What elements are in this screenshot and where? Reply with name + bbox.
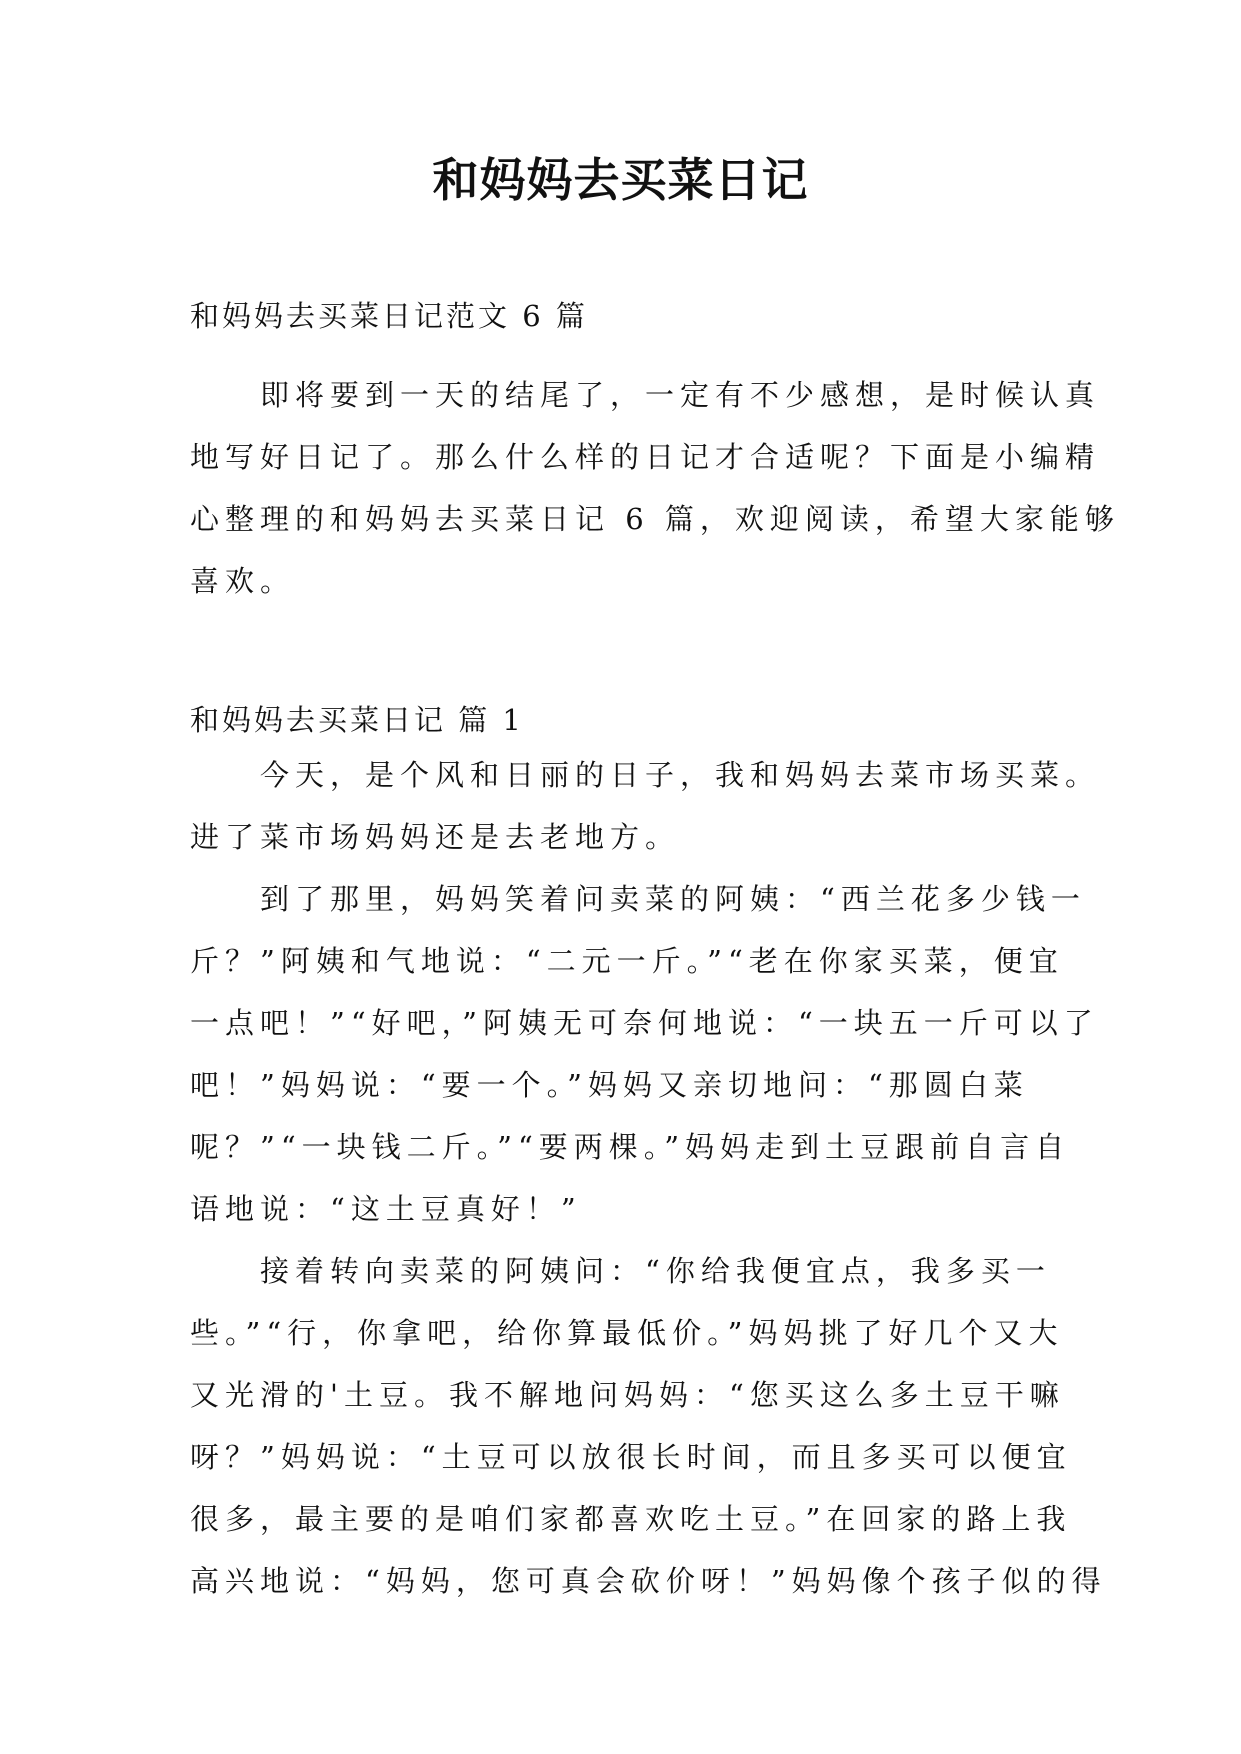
body-paragraph-2 <box>190 868 1099 1240</box>
intro-line: 心整理的和妈妈去买菜日记 6 篇，欢迎阅读，希望大家能够 <box>190 502 1120 536</box>
body-line: 很多，最主要的是咱们家都喜欢吃土豆。”在回家的路上我 <box>190 1502 1072 1536</box>
body-line: 今天，是个风和日丽的日子，我和妈妈去菜市场买菜。 <box>260 758 1101 792</box>
document-subtitle: 和妈妈去买菜日记范文 6 篇 <box>190 299 588 333</box>
intro-line: 喜欢。 <box>190 564 296 598</box>
body-paragraph-3 <box>190 1240 1107 1612</box>
body-line: 接着转向卖菜的阿姨问：“你给我便宜点，我多买一 <box>260 1254 1051 1288</box>
body-line: 些。”“行，你拿吧，给你算最低价。”妈妈挑了好几个又大 <box>190 1316 1064 1350</box>
body-line: 语地说：“这土豆真好！” <box>190 1192 582 1226</box>
body-line: 斤？”阿姨和气地说：“二元一斤。”“老在你家买菜，便宜 <box>190 944 1064 978</box>
body-line: 呀？”妈妈说：“土豆可以放很长时间，而且多买可以便宜 <box>190 1440 1072 1474</box>
body-line: 吧！”妈妈说：“要一个。”妈妈又亲切地问：“那圆白菜 <box>190 1068 1029 1102</box>
document-title: 和妈妈去买菜日记 <box>432 153 809 207</box>
intro-line: 即将要到一天的结尾了，一定有不少感想，是时候认真 <box>260 378 1101 412</box>
body-line: 呢？”“一块钱二斤。”“要两棵。”妈妈走到土豆跟前自言自 <box>190 1130 1071 1164</box>
intro-paragraph <box>190 364 1120 612</box>
body-line: 高兴地说：“妈妈，您可真会砍价呀！”妈妈像个孩子似的得 <box>190 1564 1107 1598</box>
body-line: 进了菜市场妈妈还是去老地方。 <box>190 820 681 854</box>
body-line: 到了那里，妈妈笑着问卖菜的阿姨：“西兰花多少钱一 <box>260 882 1086 916</box>
body-line: 又光滑的'土豆。我不解地问妈妈：“您买这么多土豆干嘛 <box>190 1378 1065 1412</box>
section-heading: 和妈妈去买菜日记 篇 1 <box>190 703 524 737</box>
body-paragraph-1 <box>190 744 1101 868</box>
intro-line: 地写好日记了。那么什么样的日记才合适呢？下面是小编精 <box>190 440 1101 474</box>
body-line: 一点吧！”“好吧，”阿姨无可奈何地说：“一块五一斤可以了 <box>190 1006 1099 1040</box>
